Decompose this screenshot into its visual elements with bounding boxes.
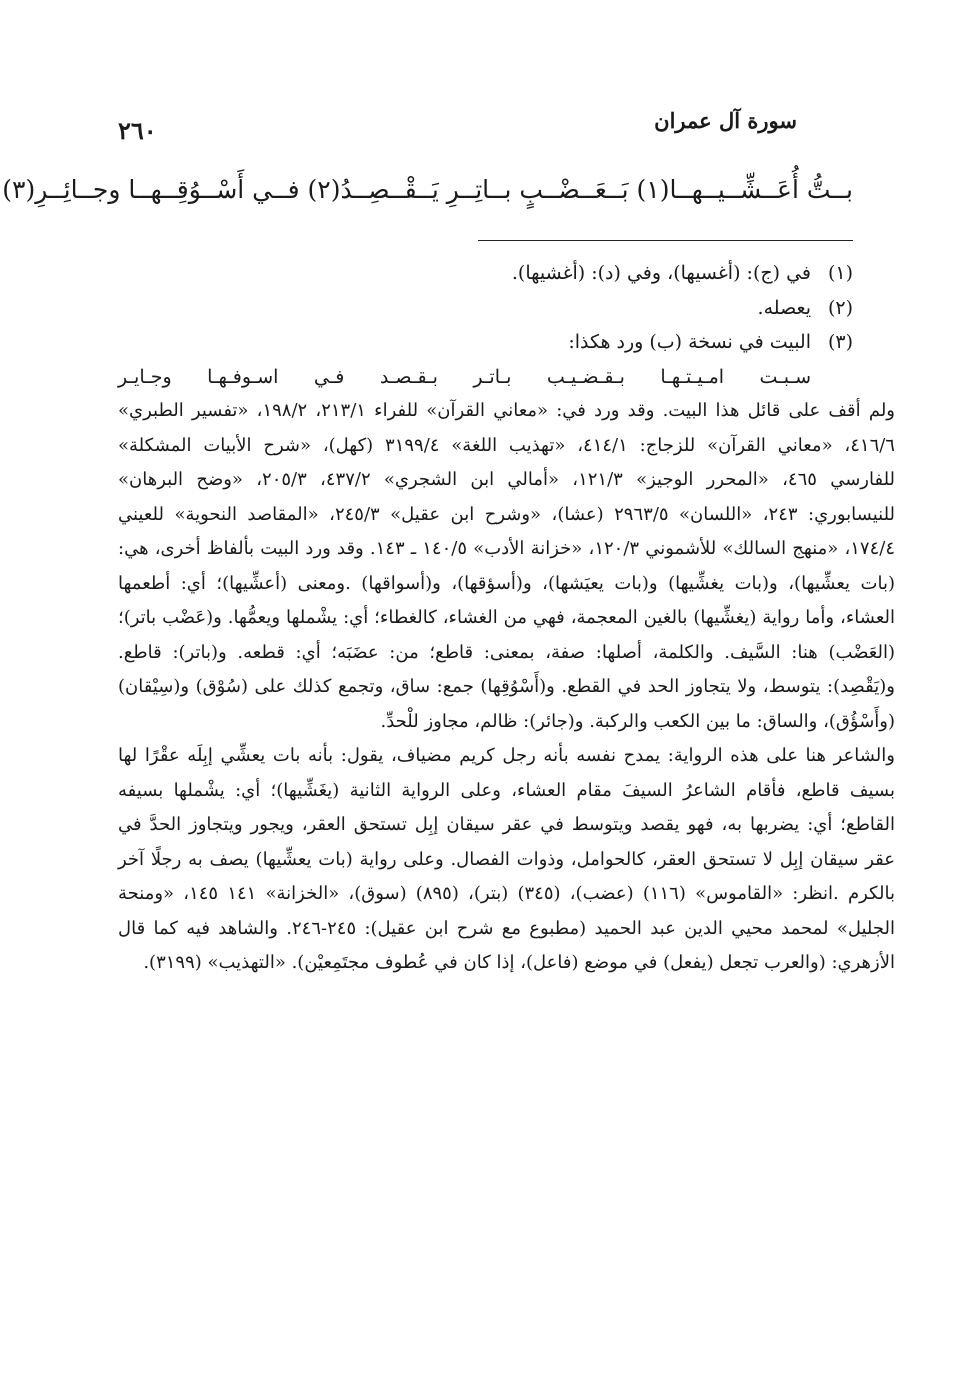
- commentary-paragraph-2: والشاعر هنا على هذه الرواية: يمدح نفسه بأنه رجل كريم مضياف، يقول: بأنه بات يعشِّي إبِلَه عقْرًا لها بسيف قاطع، فأقام الشاعرُ السيفَ مقام العشاء، وعلى الرواية الثانية (يغَشِّيها)؛ أي: يشْملها بسيفه القاطع؛ أي: يضربها به، فهو يقصد ويتوسط في عقر سيقان إبِل تستحق العقر، ويجور ويتجاوز الحدَّ في عقر سيقان إبِل لا تستحق العقر، كالحوامل، وذوات الفصال. وعلى رواية (بات يعشِّيها) يصف به رجلًا آخر بالكرم .انظر: «القاموس» (١١٦) (عضب)، (٣٤٥) (بتر)، (٨٩٥) (سوق)، «الخزانة» ١٤١ ١٤٥، «ومنحة الجليل» لمحمد محيي الدين عبد الحميد (مطبوع مع شرح ابن عقيل): ٢٤٥-٢٤٦. والشاهد فيه كما قال الأزهري: (والعرب تجعل (يفعل) في موضع (فاعل)، إذا كان في عُطوف مجتَمِعيْن). «التهذيب» (٣١٩٩).: [118, 745, 895, 973]
- page-header: [118, 108, 853, 148]
- commentary-paragraph-1: ولم أقف على قائل هذا البيت. وقد ورد في: «معاني القرآن» للفراء ٢١٣/١، ١٩٨/٢، «تفسير الطبري» ٤١٦/٦، «معاني القرآن» للزجاج: ٤١٤/١، «تهذيب اللغة» ٣١٩٩/٤ (كهل)، «شرح الأبيات المشكلة» للفارسي ٤٦٥، «المحرر الوجيز» ١٢١/٣، «أمالي ابن الشجري» ٤٣٧/٢، ٢٠٥/٣، «وضح البرهان» للنيسابوري: ٢٤٣، «اللسان» ٢٩٦٣/٥ (عشا)، «وشرح ابن عقيل» ٢٤٥/٣، «المقاصد النحوية» للعيني ١٧٤/٤، «منهج السالك» للأشموني ١٢٠/٣، «خزانة الأدب» ١٤٠/٥ ـ ١٤٣. وقد ورد البيت بألفاظ أخرى، هي: (بات يعشِّيها)، و(بات يغشِّيها) و(بات يعيَشها)، و(أسؤقها)، و(أسواقها) .ومعنى (أعشِّيها)؛ أي: أطعمها العشاء، وأما رواية (يغشِّيها) بالغين المعجمة، فهي من الغشاء، كالغطاء؛ أي: يشْملها ويعمُّها. و(عَضْب باتر)؛ (العَضْب) هنا: السَّيف. والكلمة، أصلها: صفة، بمعنى: قاطع؛ من: عضَبَه؛ أي: قطعه. و(باتر): قاطع. و(يَقْصِد): يتوسط، ولا يتجاوز الحد في القطع. و(أَسْوُقِها) جمع: ساق، وتجمع كذلك على (سُوْق) و(سِيْقان) (وأَسْؤُق)، والساق: ما بين الكعب والركبة. و(جائر): ظالم، مجاوز للْحدِّ.: [118, 400, 896, 732]
- poetry-verse: بــتُّ أُعَــشِّــيــهــا(١) بَــعَــضْــبٍ بــاتِــرِ يَــقْــصِــدُ(٢) فــي أَسْــوُقِــهــا وجــائِــرِ(٣): [2, 175, 853, 204]
- surah-title: سورة آل عمران: [654, 108, 797, 133]
- footnote-text: يعصله.: [757, 296, 811, 319]
- footnote-2: [118, 291, 853, 326]
- footnotes: [118, 256, 896, 981]
- footnote-number: (٢): [827, 296, 853, 319]
- footnote-text: في (ج): (أغسيها)، وفي (د): (أغشيها).: [511, 262, 811, 284]
- footnote-1: [118, 256, 853, 291]
- page-number: ٢٦٠: [118, 116, 157, 145]
- footnote-text: البيت في نسخة (ب) ورد هكذا:: [568, 331, 811, 353]
- footnote-number: (١): [827, 262, 853, 284]
- footnote-3: [118, 325, 853, 394]
- quoted-verse-variant: سـبـت امـيـتـهـا بـقـضـيـب بـاتـر بـقـصـد فـي اسـوفـهـا وجـايـر: [118, 365, 811, 388]
- footnote-number: (٣): [827, 331, 853, 353]
- footnote-divider: [478, 240, 853, 241]
